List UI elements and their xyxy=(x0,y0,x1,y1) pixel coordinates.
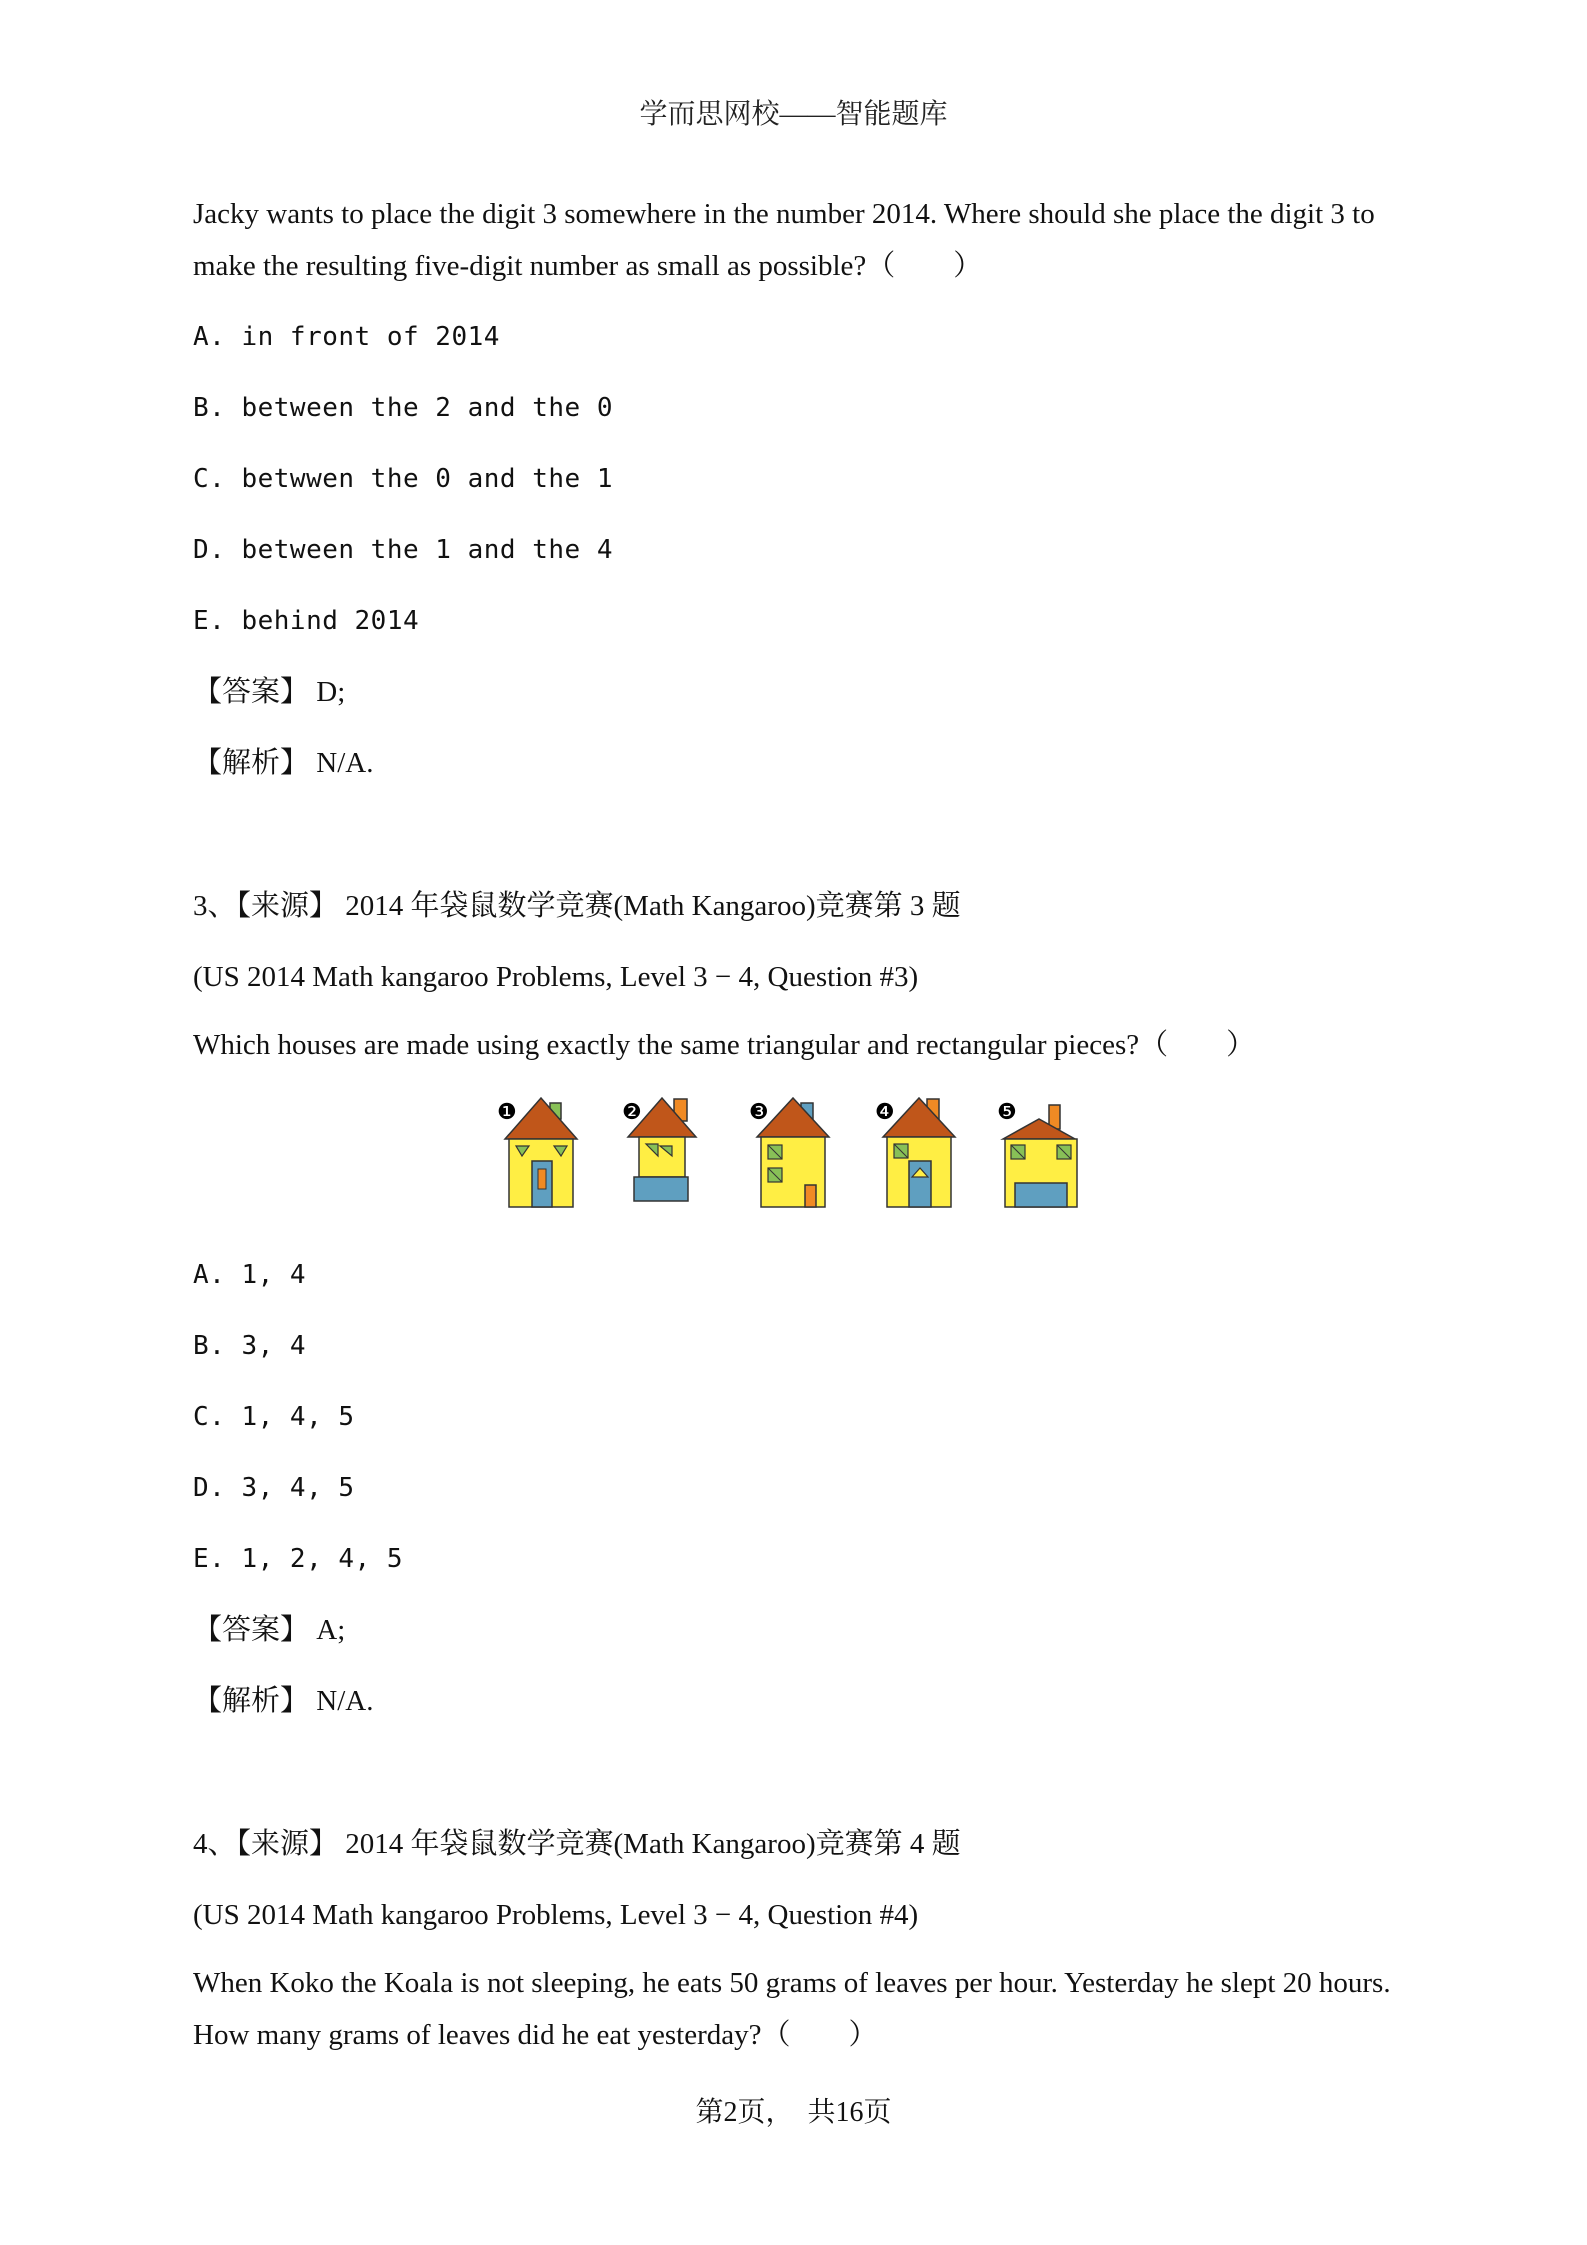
houses-figure xyxy=(495,1089,1095,1234)
question-reference: (US 2014 Math kangaroo Problems, Level 3 − 4, Question #4) xyxy=(193,1899,919,1931)
question-4 xyxy=(193,1809,1393,2061)
question-source: 4、【来源】 2014 年袋鼠数学竞赛(Math Kangaroo)竞赛第 4 题 xyxy=(193,1828,961,1860)
question-text: How many grams of leaves did he eat yesterday?（ ） xyxy=(193,2019,878,2051)
page-header: 学而思网校——智能题库 xyxy=(639,99,948,130)
house-label: ❸ xyxy=(749,1100,769,1125)
question-text: Jacky wants to place the digit 3 somewhere in the number 2014. Where should she place the digit 3 to xyxy=(193,198,1375,230)
option-c: C. 1, 4, 5 xyxy=(193,1402,355,1432)
question-text: Which houses are made using exactly the same triangular and rectangular pieces?（ ） xyxy=(193,1029,1256,1061)
question-text: make the resulting five-digit number as small as possible?（ ） xyxy=(193,250,983,282)
house-label: ❷ xyxy=(622,1100,642,1125)
page-footer: 第2页， 共16页 xyxy=(695,2097,892,2128)
option-a: A. in front of 2014 xyxy=(193,322,500,352)
option-a: A. 1, 4 xyxy=(193,1260,307,1290)
option-e: E. behind 2014 xyxy=(193,606,420,636)
document-body xyxy=(193,188,1393,2061)
analysis: 【解析】 N/A. xyxy=(193,1685,374,1717)
house-2 xyxy=(622,1098,696,1201)
house-label: ❹ xyxy=(875,1100,895,1125)
question-2 xyxy=(193,188,1393,799)
house-label: ❶ xyxy=(497,1100,517,1125)
option-b: B. between the 2 and the 0 xyxy=(193,393,613,423)
question-text: When Koko the Koala is not sleeping, he eats 50 grams of leaves per hour. Yesterday he slept 20 hours. xyxy=(193,1967,1391,1999)
house-5 xyxy=(997,1100,1077,1207)
question-reference: (US 2014 Math kangaroo Problems, Level 3 − 4, Question #3) xyxy=(193,961,919,993)
analysis: 【解析】 N/A. xyxy=(193,747,374,779)
house-4 xyxy=(875,1098,955,1207)
question-3 xyxy=(193,871,1393,1737)
house-3 xyxy=(749,1098,829,1207)
answer: 【答案】 A; xyxy=(193,1614,346,1646)
option-d: D. 3, 4, 5 xyxy=(193,1473,355,1503)
house-1 xyxy=(497,1098,577,1207)
option-e: E. 1, 2, 4, 5 xyxy=(193,1544,403,1574)
question-source: 3、【来源】 2014 年袋鼠数学竞赛(Math Kangaroo)竞赛第 3 题 xyxy=(193,890,961,922)
house-label: ❺ xyxy=(997,1100,1017,1125)
answer: 【答案】 D; xyxy=(193,676,346,708)
option-c: C. betwwen the 0 and the 1 xyxy=(193,464,613,494)
option-b: B. 3, 4 xyxy=(193,1331,307,1361)
option-d: D. between the 1 and the 4 xyxy=(193,535,613,565)
